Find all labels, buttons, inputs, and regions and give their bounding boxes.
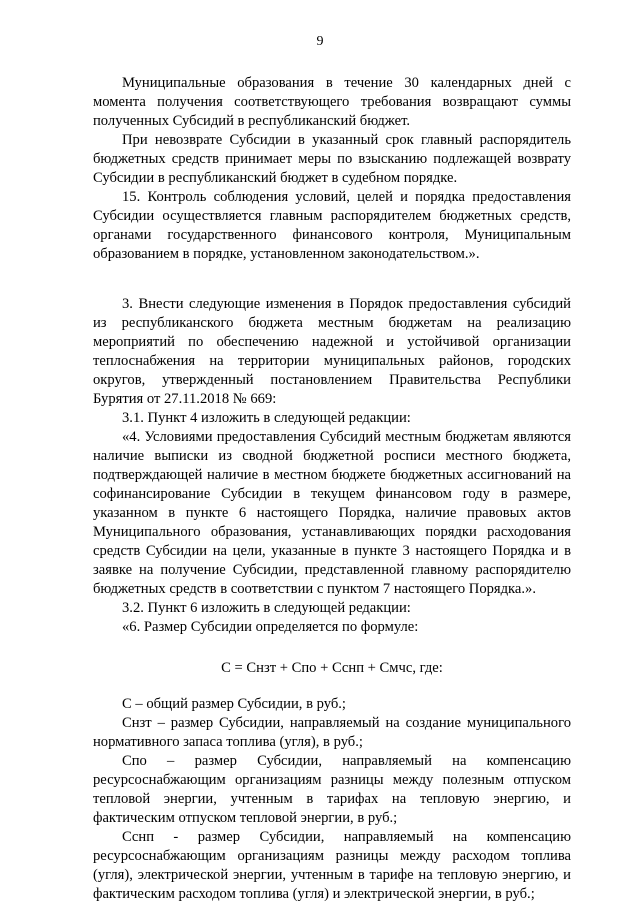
definition-c: С – общий размер Субсидии, в руб.; — [122, 696, 346, 712]
definition-cpo: Спо – размер Субсидии, направляемый на компенсацию ресурсоснабжающим организациям разницы между полезным отпуском тепловой энергии, учтенным в тарифах на тепловую энергию, и фактическим отпуском тепловой энергии, в руб.; — [93, 753, 571, 826]
paragraph-item-4-text: «4. Условиями предоставления Субсидий местным бюджетам являются наличие выписки из сводной бюджетной росписи местного бюджета, подтверждающей наличие в местном бюджете бюджетных ассигнований на софинансирование Субсидии в текущем финансовом году в размере, указанном в пункте 6 настоящего Порядка, наличие правовых актов Муниципального образования, устанавливающих порядки расходования средств Субсидии на цели, указанные в пункте 3 настоящего Порядка и в заявке на получение Субсидии, представленной главному распорядителю бюджетных средств в соответствии с пунктом 7 настоящего Порядка.». — [93, 429, 571, 597]
formula-spacer-top — [93, 637, 571, 659]
subsidy-formula: С = Снзт + Спо + Сснп + Смчс, где: — [221, 660, 443, 676]
paragraph-item-6-text: «6. Размер Субсидии определяется по формуле: — [122, 619, 419, 635]
definition-csnp: Сснп - размер Субсидии, направляемый на компенсацию ресурсоснабжающим организациям разницы между расходом топлива (угля), электрической энергии, учтенным в тарифе на тепловую энергию, и фактическим расходом топлива (угля) и электрической энергии, в руб.; — [93, 829, 571, 902]
definition-cnzt: Снзт – размер Субсидии, направляемый на создание муниципального нормативного запаса топлива (угля), в руб.; — [93, 715, 571, 750]
document-body — [93, 74, 571, 904]
paragraph-item-3-2: 3.2. Пункт 6 изложить в следующей редакции: — [122, 600, 411, 616]
paragraph-control: 15. Контроль соблюдения условий, целей и порядка предоставления Субсидии осуществляется главным распорядителем бюджетных средств, органами государственного финансового контроля, Муниципальным образованием в порядке, установленном законодательством.». — [93, 189, 571, 262]
paragraph-item-3-1: 3.1. Пункт 4 изложить в следующей редакции: — [122, 410, 411, 426]
formula-spacer-bottom — [93, 678, 571, 695]
paragraph-amendments-intro: 3. Внести следующие изменения в Порядок предоставления субсидий из республиканского бюджета местным бюджетам на реализацию мероприятий по обеспечению надежной и устойчивой организации теплоснабжения на территории муниципальных районов, городских округов, утвержденный постановлением Правительства Республики Бурятия от 27.11.2018 № 669: — [93, 296, 571, 407]
page-number: 9 — [316, 34, 324, 49]
section-spacer — [93, 264, 571, 295]
paragraph-non-return: При невозврате Субсидии в указанный срок главный распорядитель бюджетных средств принимает меры по взысканию подлежащей возврату Субсидии в республиканский бюджет в судебном порядке. — [93, 132, 571, 186]
paragraph-refund-deadline: Муниципальные образования в течение 30 календарных дней с момента получения соответствующего требования возвращают суммы полученных Субсидий в республиканский бюджет. — [93, 75, 571, 129]
